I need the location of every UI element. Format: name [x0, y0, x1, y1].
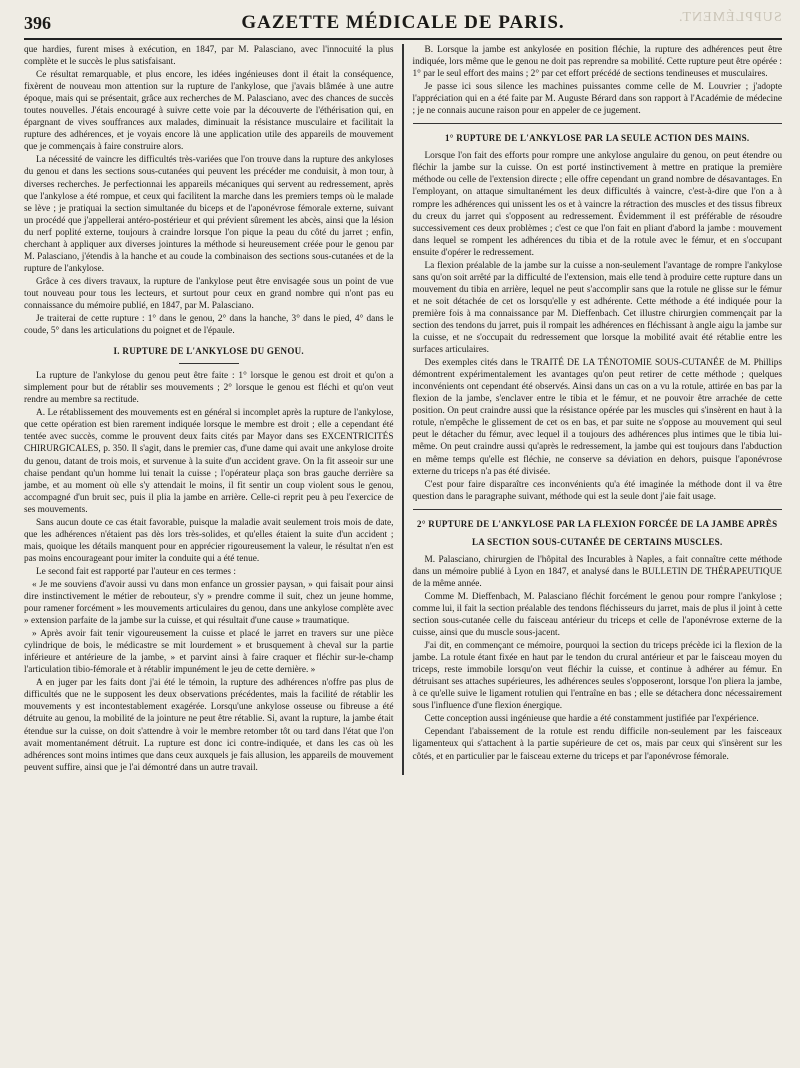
paragraph: A. Le rétablissement des mouvements est en général si incomplet après la rupture de l'ankylose, que cette opération est bien rarement indiquée lorsque le membre est droit ; elle a cependant été tentée avec succès, comme le prouvent deux faits cités par Mayor dans ses EXCENTRICITÉS CHIRURGICALES, p. 350. Il s'agit, dans le premier cas, d'une dame qui avait une ankylose droite du genou, datant de trois mois, et survenue à la suite d'un accident grave. On la fit asseoir sur une chaise pendant qu'un homme lui tenait la cuisse ; l'opérateur plaça son bras gauche derrière sa jambe, et au moment où elle s'y attendait le moins, il fit sentir un coup violent sous le genou, accompagné d'un bruit sec, puis il plia la jambe en arrière. Celle-ci reprit peu à peu l'exercice de ses mouvements.	[24, 408, 394, 515]
paragraph: Lorsque l'on fait des efforts pour rompre une ankylose angulaire du genou, on peut étendre ou fléchir la jambe sur la cuisse. On est porté instinctivement à mettre en pratique la première méthode ou celle de l'extension directe ; elle offre cependant un grand nombre de désavantages. En l'employant, on attaque simultanément les deux difficultés à vaincre, c'est-à-dire que l'on a à rompre les adhérences qui unissent les os et à vaincre la rétraction des muscles et des tissus fibreux du creux du jarret qui s'opposent au redressement. Évidemment il est préférable de résoudre successivement ces deux problèmes ; c'est ce que l'on fait en pliant d'abord la jambe : mouvement dans lequel se rompent les adhérences du tibia et de la rotule avec le fémur, et en s'occupant ensuite d'opérer le redressement.	[412, 151, 782, 258]
paragraph: J'ai dit, en commençant ce mémoire, pourquoi la section du triceps précède ici la flexion de la jambe. La rotule étant fixée en haut par le tendon du crural antérieur et par le faisceau moyen du triceps, reste immobile lorsqu'on veut fléchir la cuisse, et continue à adhérer au fémur. En détruisant ses attaches supérieures, les adhérences seules s'opposeront, lorsque l'on pliera la jambe, à ce qu'elle suive le ligament rotulien qui l'entraîne en bas ; elle se détachera donc nécessairement sous l'influence d'une flexion énergique.	[412, 641, 782, 712]
paragraph: Comme M. Dieffenbach, M. Palasciano fléchit forcément le genou pour rompre l'ankylose ; comme lui, il fait la section préalable des tendons fléchisseurs du jarret, mais de plus il joint à cette section sous-cutanée celle du faisceau antérieur du triceps et celle de l'aponévrose externe de la cuisse, ainsi que du muscle sous-jacent.	[412, 591, 782, 639]
section-heading-continued: LA SECTION SOUS-CUTANÉE DE CERTAINS MUSCLES.	[471, 536, 723, 547]
page-number: 396	[24, 12, 51, 33]
paragraph: La rupture de l'ankylose du genou peut être faite : 1° lorsque le genou est droit et qu'on a simplement pour but de rétablir ses mouvements ; 2° lorsque le genou est fléchi et qu'on veut rendre au membre sa rectitude.	[24, 371, 394, 406]
left-column	[24, 44, 404, 775]
paragraph: que hardies, furent mises à exécution, en 1847, par M. Palasciano, avec l'innocuité la plus complète et le succès le plus satisfaisant.	[24, 45, 394, 68]
paragraph: A en juger par les faits dont j'ai été le témoin, la rupture des adhérences n'offre pas plus de difficultés que ne le supposent les deux observations précédentes, mais la facilité de rétablir les mouvements y est incontestablement exagérée. Lorsqu'une ankylose osseuse ou fibreuse a été détruite au genou, la mobilité de la jointure ne peut être rétablie. Si, avant la rupture, la jambe était étendue sur la cuisse, on doit s'attendre à voir le membre retomber tôt ou tard dans l'état que l'on avait momentanément détruit. La rupture est donc ici contre-indiquée, et dans les cas où les adhérences sont moins intimes que dans ceux auxquels je fais allusion, les appareils de mouvement peuvent suffire, ainsi que je l'ai démontré dans un autre travail.	[24, 678, 394, 773]
section-heading: 2° RUPTURE DE L'ANKYLOSE PAR LA FLEXION FORCÉE DE LA JAMBE APRÈS	[417, 518, 778, 529]
paragraph: Je traiterai de cette rupture : 1° dans le genou, 2° dans la hanche, 3° dans le pied, 4° dans le coude, 5° dans les articulations du poignet et de l'épaule.	[24, 314, 394, 337]
paragraph: Grâce à ces divers travaux, la rupture de l'ankylose peut être envisagée sous un point de vue tout nouveau pour tous les lecteurs, et surtout pour ceux en grand nombre qui n'ont pas eu connaissance du mémoire publié, en 1847, par M. Palasciano.	[24, 276, 394, 311]
section-divider	[413, 509, 783, 510]
quotation: » Après avoir fait tenir vigoureusement la cuisse et placé le jarret en travers sur une pièce cylindrique de bois, le médicastre se mit lourdement » et brusquement à cheval sur la partie inférieure et antérieure de la jambe, » et parvint ainsi à faire craquer et fléchir sur-le-champ l'articulation tibio-fémorale et à rétablir impunément le jeu de cette dernière. »	[24, 629, 394, 676]
section-heading: 1° RUPTURE DE L'ANKYLOSE PAR LA SEULE ACTION DES MAINS.	[445, 133, 750, 144]
journal-title: GAZETTE MÉDICALE DE PARIS.	[241, 12, 565, 33]
paragraph: Je passe ici sous silence les machines puissantes comme celle de M. Louvrier ; j'adopte l'appréciation qui en a été faite par M. Auguste Bérard dans son rapport à l'Académie de médecine ; je ne connais aucune raison pour en appeler de ce jugement.	[412, 82, 782, 117]
paragraph: Sans aucun doute ce cas était favorable, puisque la maladie avait seulement trois mois de date, que les adhérences n'étaient pas dès lors très-solides, et qu'elles étaient la suite d'un accident ; mais, quoique les détails manquent pour en apprécier rigoureusement la valeur, le résultat n'en est pas moins encourageant pour imiter la conduite qui a été tenue.	[24, 517, 394, 564]
paragraph: Ce résultat remarquable, et plus encore, les idées ingénieuses dont il était la conséquence, fixèrent de nouveau mon attention sur la rupture de l'ankylose, que j'avais blâmée à une autre époque, mais qui se présentait, grâce aux recherches de M. Palasciano, avec des chances de succès toutes nouvelles. J'étais encouragé à suivre cette voie par la découverte de l'éthérisation qui, en épargnant de vives souffrances aux malades, diminuait la résistance musculaire et facilitait la rupture des adhérences, et je voyais encore là une application utile des appareils de mouvement que je commençais à faire construire alors.	[24, 70, 394, 153]
paragraph: B. Lorsque la jambe est ankylosée en position fléchie, la rupture des adhérences peut être indiquée, lors même que le genou ne doit pas reprendre sa mobilité. Cette rupture peut être opérée : 1° par le seul effort des mains ; 2° par cet effort précédé de sections tendineuses et musculaires.	[412, 45, 782, 80]
section-divider	[413, 123, 783, 124]
paragraph: La nécessité de vaincre les difficultés très-variées que l'on trouve dans la rupture des ankyloses du genou et dans les sections sous-cutanées qui peuvent les précéder me conduisit, à mon tour, à diverses recherches. Je perfectionnai les appareils mécaniques qui servent au redressement, après que l'ankylose a été rompue, et ceux qui facilitent la marche dans les premiers temps où le malade se lève ; je pratiquai la section simultanée du biceps et de l'aponévrose fémorale externe, suivant un procédé que j'appellerai antéro-postérieur et qui prévient sûrement les abcès, ainsi que la lésion du nerf poplité externe, toujours à craindre lorsque l'on pique la peau du côté du jarret ; enfin, cherchant à appliquer aux diverses jointures la méthode si heureusement créée pour le genou par M. Palasciano, j'étendis à la hanche et au coude la combinaison des sections sous-cutanées et de la rupture de l'ankylose.	[24, 155, 394, 274]
page-header	[24, 8, 782, 40]
paragraph: La flexion préalable de la jambe sur la cuisse a non-seulement l'avantage de rompre l'ankylose sans qu'on soit arrêté par la difficulté de l'extension, mais elle tend à produire cette rupture dans un mouvement du tibia en arrière, lequel ne peut s'accomplir sans que la rotule ne glisse sur le fémur et ne soit détachée de cet os lorsqu'elle y est adhérente. Cette méthode a été indiquée pour la première fois à ma connaissance par M. Dieffenbach. Cet illustre chirurgien commençait par la section des tendons du jarret, puis il rompait les adhérences en fléchissant à angle aigu la jambe sur la cuisse, et ne s'occupait du redressement que lorsque la mobilité avait été rétablie entre les surfaces articulaires.	[412, 260, 782, 356]
heading-divider	[179, 363, 239, 364]
paragraph: Des exemples cités dans le TRAITÉ DE LA TÉNOTOMIE SOUS-CUTANÉE de M. Phillips démontrent expérimentalement les avantages qu'on peut retirer de cette méthode ; quelques inconvénients ont cependant été observés. Ainsi dans un cas on a vu la rotule, attirée en bas par la flexion de la jambe, s'enclaver entre le tibia et le fémur, et ne pouvoir être arrachée de cette position. On peut craindre aussi que la résistance opérée par les muscles qui s'insèrent en haut à la rotule, n'empêche le glissement de cet os en bas, et par suite ne s'oppose au mouvement qui seul peut le détacher du fémur, avec lequel il a toujours des adhérences plus intimes que le tibia lui-même. On peut craindre aussi qu'après le redressement, la jambe qui est toujours dans l'abduction en même temps qu'elle est fléchie, ne conserve sa déviation en dehors, puisque l'aponévrose externe du triceps n'a pas été divisée.	[412, 358, 782, 477]
paragraph: Le second fait est rapporté par l'auteur en ces termes :	[36, 566, 236, 577]
quotation: « Je me souviens d'avoir aussi vu dans mon enfance un grossier paysan, » qui faisait pour ainsi dire instinctivement le métier de rebouteur, s'y » prendre comme il suit, chez un jeune homme, pour ramener forcément » les mouvements articulaires du genou, dans une ankylose complète avec » extension parfaite de la jambe sur la cuisse, et qui résultait d'une cause » traumatique.	[24, 579, 394, 627]
paragraph: M. Palasciano, chirurgien de l'hôpital des Incurables à Naples, a fait connaître cette méthode dans un mémoire publié à Lyon en 1847, et analysé dans le BULLETIN DE THÉRAPEUTIQUE de la même année.	[412, 554, 782, 589]
paragraph: Cette conception aussi ingénieuse que hardie a été constamment justifiée par l'expérience.	[424, 714, 759, 725]
article-columns	[24, 44, 782, 775]
paragraph: Cependant l'abaissement de la rotule est rendu difficile non-seulement par les faisceaux ligamenteux qui s'attachent à la partie supérieure de cet os, mais par ceux qui s'insèrent sur les côtés, et en particulier par le faisceau externe du triceps et par l'aponévrose fémorale.	[412, 727, 782, 762]
right-column	[404, 44, 783, 775]
paragraph: C'est pour faire disparaître ces inconvénients qu'a été imaginée la méthode dont il va être question dans le paragraphe suivant, méthode qui est la seule dont j'aie fait usage.	[412, 479, 782, 502]
section-heading: I. RUPTURE DE L'ANKYLOSE DU GENOU.	[113, 346, 304, 357]
bleed-through-text: SUPPLÉMENT.	[678, 10, 782, 25]
